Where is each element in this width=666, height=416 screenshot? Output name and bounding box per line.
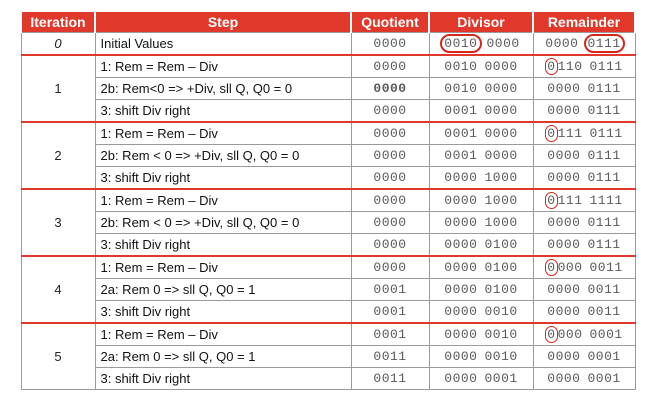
table-row	[21, 189, 635, 212]
step-cell: 2b: Rem<0 => +Div, sll Q, Q0 = 0	[95, 78, 351, 100]
iteration-cell: 1	[21, 55, 95, 122]
remainder-high: 0000	[547, 282, 581, 297]
table-row	[21, 122, 635, 145]
iteration-cell: 0	[21, 33, 95, 56]
header-row	[21, 12, 635, 33]
divisor-high: 0010	[444, 59, 478, 74]
remainder-low: 0111	[587, 237, 621, 252]
quotient-cell: 0000	[351, 212, 429, 234]
divisor-high: 0010	[444, 36, 478, 51]
step-cell: 1: Rem = Rem – Div	[95, 122, 351, 145]
remainder-cell	[533, 323, 635, 346]
quotient-cell: 0000	[351, 256, 429, 279]
remainder-high: 0 111	[547, 193, 583, 208]
remainder-high: 0000	[547, 103, 581, 118]
remainder-low: 0011	[589, 260, 623, 275]
quotient-cell: 0001	[351, 301, 429, 324]
remainder-low: 0111	[587, 170, 621, 185]
remainder-cell	[533, 167, 635, 190]
header-quotient: Quotient	[351, 12, 429, 33]
divisor-cell	[429, 122, 533, 145]
table-row	[21, 346, 635, 368]
divisor-low: 0000	[484, 81, 518, 96]
iteration-cell: 4	[21, 256, 95, 323]
divisor-low: 0000	[484, 148, 518, 163]
divisor-low: 0001	[484, 371, 518, 386]
divisor-cell	[429, 323, 533, 346]
quotient-cell: 0000	[351, 234, 429, 257]
step-cell: 1: Rem = Rem – Div	[95, 323, 351, 346]
step-cell: Initial Values	[95, 33, 351, 56]
step-cell: 2b: Rem < 0 => +Div, sll Q, Q0 = 0	[95, 145, 351, 167]
remainder-low: 0001	[587, 349, 621, 364]
divisor-cell	[429, 167, 533, 190]
divisor-low: 0010	[484, 327, 518, 342]
remainder-low: 0011	[587, 282, 621, 297]
divisor-high: 0001	[444, 103, 478, 118]
sign-bit-marker: 0	[547, 59, 556, 74]
sign-bit-marker: 0	[547, 327, 556, 342]
table-row	[21, 368, 635, 390]
step-cell: 1: Rem = Rem – Div	[95, 256, 351, 279]
remainder-high: 0000	[547, 349, 581, 364]
divisor-low: 0100	[484, 282, 518, 297]
quotient-cell: 0000	[351, 189, 429, 212]
remainder-low: 0001	[589, 327, 623, 342]
divisor-cell	[429, 256, 533, 279]
divisor-low: 0010	[484, 304, 518, 319]
remainder-low: 0111	[589, 59, 623, 74]
step-cell: 3: shift Div right	[95, 100, 351, 123]
step-cell: 2a: Rem 0 => sll Q, Q0 = 1	[95, 346, 351, 368]
remainder-cell	[533, 145, 635, 167]
remainder-high: 0000	[547, 237, 581, 252]
remainder-low: 0111	[587, 81, 621, 96]
sign-bit-marker: 0	[547, 126, 556, 141]
table-row	[21, 33, 635, 56]
step-cell: 3: shift Div right	[95, 301, 351, 324]
remainder-low: 0111	[587, 215, 621, 230]
divisor-cell	[429, 279, 533, 301]
quotient-cell: 0000	[351, 145, 429, 167]
quotient-cell: 0000	[351, 100, 429, 123]
remainder-cell	[533, 100, 635, 123]
divisor-low: 0100	[484, 260, 518, 275]
remainder-high: 0000	[545, 36, 579, 51]
divisor-cell	[429, 55, 533, 78]
divisor-high: 0000	[444, 237, 478, 252]
divisor-low: 0000	[484, 126, 518, 141]
divisor-low: 1000	[484, 170, 518, 185]
divisor-cell	[429, 189, 533, 212]
remainder-high: 0000	[547, 170, 581, 185]
table-row	[21, 256, 635, 279]
divisor-high: 0000	[444, 371, 478, 386]
header-remainder: Remainder	[533, 12, 635, 33]
table-row	[21, 100, 635, 123]
divisor-cell	[429, 33, 533, 56]
iteration-cell: 5	[21, 323, 95, 390]
remainder-low: 0111	[587, 148, 621, 163]
divisor-high: 0000	[444, 193, 478, 208]
step-cell: 3: shift Div right	[95, 234, 351, 257]
table-row	[21, 55, 635, 78]
step-cell: 2a: Rem 0 => sll Q, Q0 = 1	[95, 279, 351, 301]
step-cell: 3: shift Div right	[95, 167, 351, 190]
divisor-high: 0001	[444, 126, 478, 141]
quotient-cell: 0000	[351, 122, 429, 145]
remainder-high: 0 111	[547, 126, 583, 141]
division-table	[20, 12, 636, 390]
quotient-cell: 0011	[351, 368, 429, 390]
remainder-high: 0000	[547, 215, 581, 230]
divisor-low: 0100	[484, 237, 518, 252]
header-step: Step	[95, 12, 351, 33]
step-cell: 2b: Rem < 0 => +Div, sll Q, Q0 = 0	[95, 212, 351, 234]
divisor-cell	[429, 346, 533, 368]
remainder-low: 0011	[587, 304, 621, 319]
remainder-low: 1111	[589, 193, 623, 208]
divisor-low: 1000	[484, 193, 518, 208]
remainder-cell	[533, 368, 635, 390]
divisor-high: 0000	[444, 349, 478, 364]
divisor-cell	[429, 301, 533, 324]
iteration-cell: 2	[21, 122, 95, 189]
divisor-cell	[429, 212, 533, 234]
remainder-high: 0000	[547, 304, 581, 319]
remainder-cell	[533, 33, 635, 56]
table-row	[21, 323, 635, 346]
remainder-cell	[533, 256, 635, 279]
divisor-high: 0010	[444, 81, 478, 96]
divisor-high: 0000	[444, 215, 478, 230]
remainder-cell	[533, 55, 635, 78]
quotient-cell: 0000	[351, 78, 429, 100]
divisor-high: 0000	[444, 304, 478, 319]
remainder-low: 0001	[587, 371, 621, 386]
table-row	[21, 145, 635, 167]
table-row	[21, 78, 635, 100]
remainder-cell	[533, 189, 635, 212]
divisor-high: 0000	[444, 260, 478, 275]
remainder-high: 0 110	[547, 59, 583, 74]
remainder-cell	[533, 122, 635, 145]
divisor-low: 0000	[484, 59, 518, 74]
remainder-cell	[533, 346, 635, 368]
divisor-cell	[429, 78, 533, 100]
divisor-cell	[429, 100, 533, 123]
remainder-high: 0 000	[547, 327, 583, 342]
divisor-high: 0000	[444, 282, 478, 297]
divisor-high: 0000	[444, 170, 478, 185]
quotient-cell: 0001	[351, 279, 429, 301]
step-cell: 3: shift Div right	[95, 368, 351, 390]
remainder-cell	[533, 212, 635, 234]
remainder-cell	[533, 301, 635, 324]
sign-bit-marker: 0	[547, 193, 556, 208]
remainder-cell	[533, 279, 635, 301]
remainder-cell	[533, 78, 635, 100]
remainder-low: 0111	[587, 103, 621, 118]
divisor-low: 0000	[484, 103, 518, 118]
divisor-cell	[429, 145, 533, 167]
divisor-low: 0010	[484, 349, 518, 364]
remainder-low: 0111	[589, 126, 623, 141]
step-cell: 1: Rem = Rem – Div	[95, 189, 351, 212]
divisor-high: 0001	[444, 148, 478, 163]
table-row	[21, 212, 635, 234]
remainder-high: 0000	[547, 148, 581, 163]
header-iteration: Iteration	[21, 12, 95, 33]
quotient-cell: 0000	[351, 167, 429, 190]
iteration-cell: 3	[21, 189, 95, 256]
quotient-cell: 0000	[351, 33, 429, 56]
remainder-high: 0 000	[547, 260, 583, 275]
quotient-cell: 0001	[351, 323, 429, 346]
divisor-high: 0000	[444, 327, 478, 342]
divisor-low: 0000	[486, 36, 520, 51]
divisor-cell	[429, 368, 533, 390]
table-row	[21, 279, 635, 301]
header-divisor: Divisor	[429, 12, 533, 33]
divisor-cell	[429, 234, 533, 257]
remainder-high: 0000	[547, 81, 581, 96]
sign-bit-marker: 0	[547, 260, 556, 275]
divisor-low: 1000	[484, 215, 518, 230]
remainder-high: 0000	[547, 371, 581, 386]
step-cell: 1: Rem = Rem – Div	[95, 55, 351, 78]
table-row	[21, 301, 635, 324]
quotient-cell: 0011	[351, 346, 429, 368]
table-row	[21, 167, 635, 190]
remainder-cell	[533, 234, 635, 257]
quotient-cell: 0000	[351, 55, 429, 78]
table-row	[21, 234, 635, 257]
remainder-low: 0111	[587, 36, 621, 51]
